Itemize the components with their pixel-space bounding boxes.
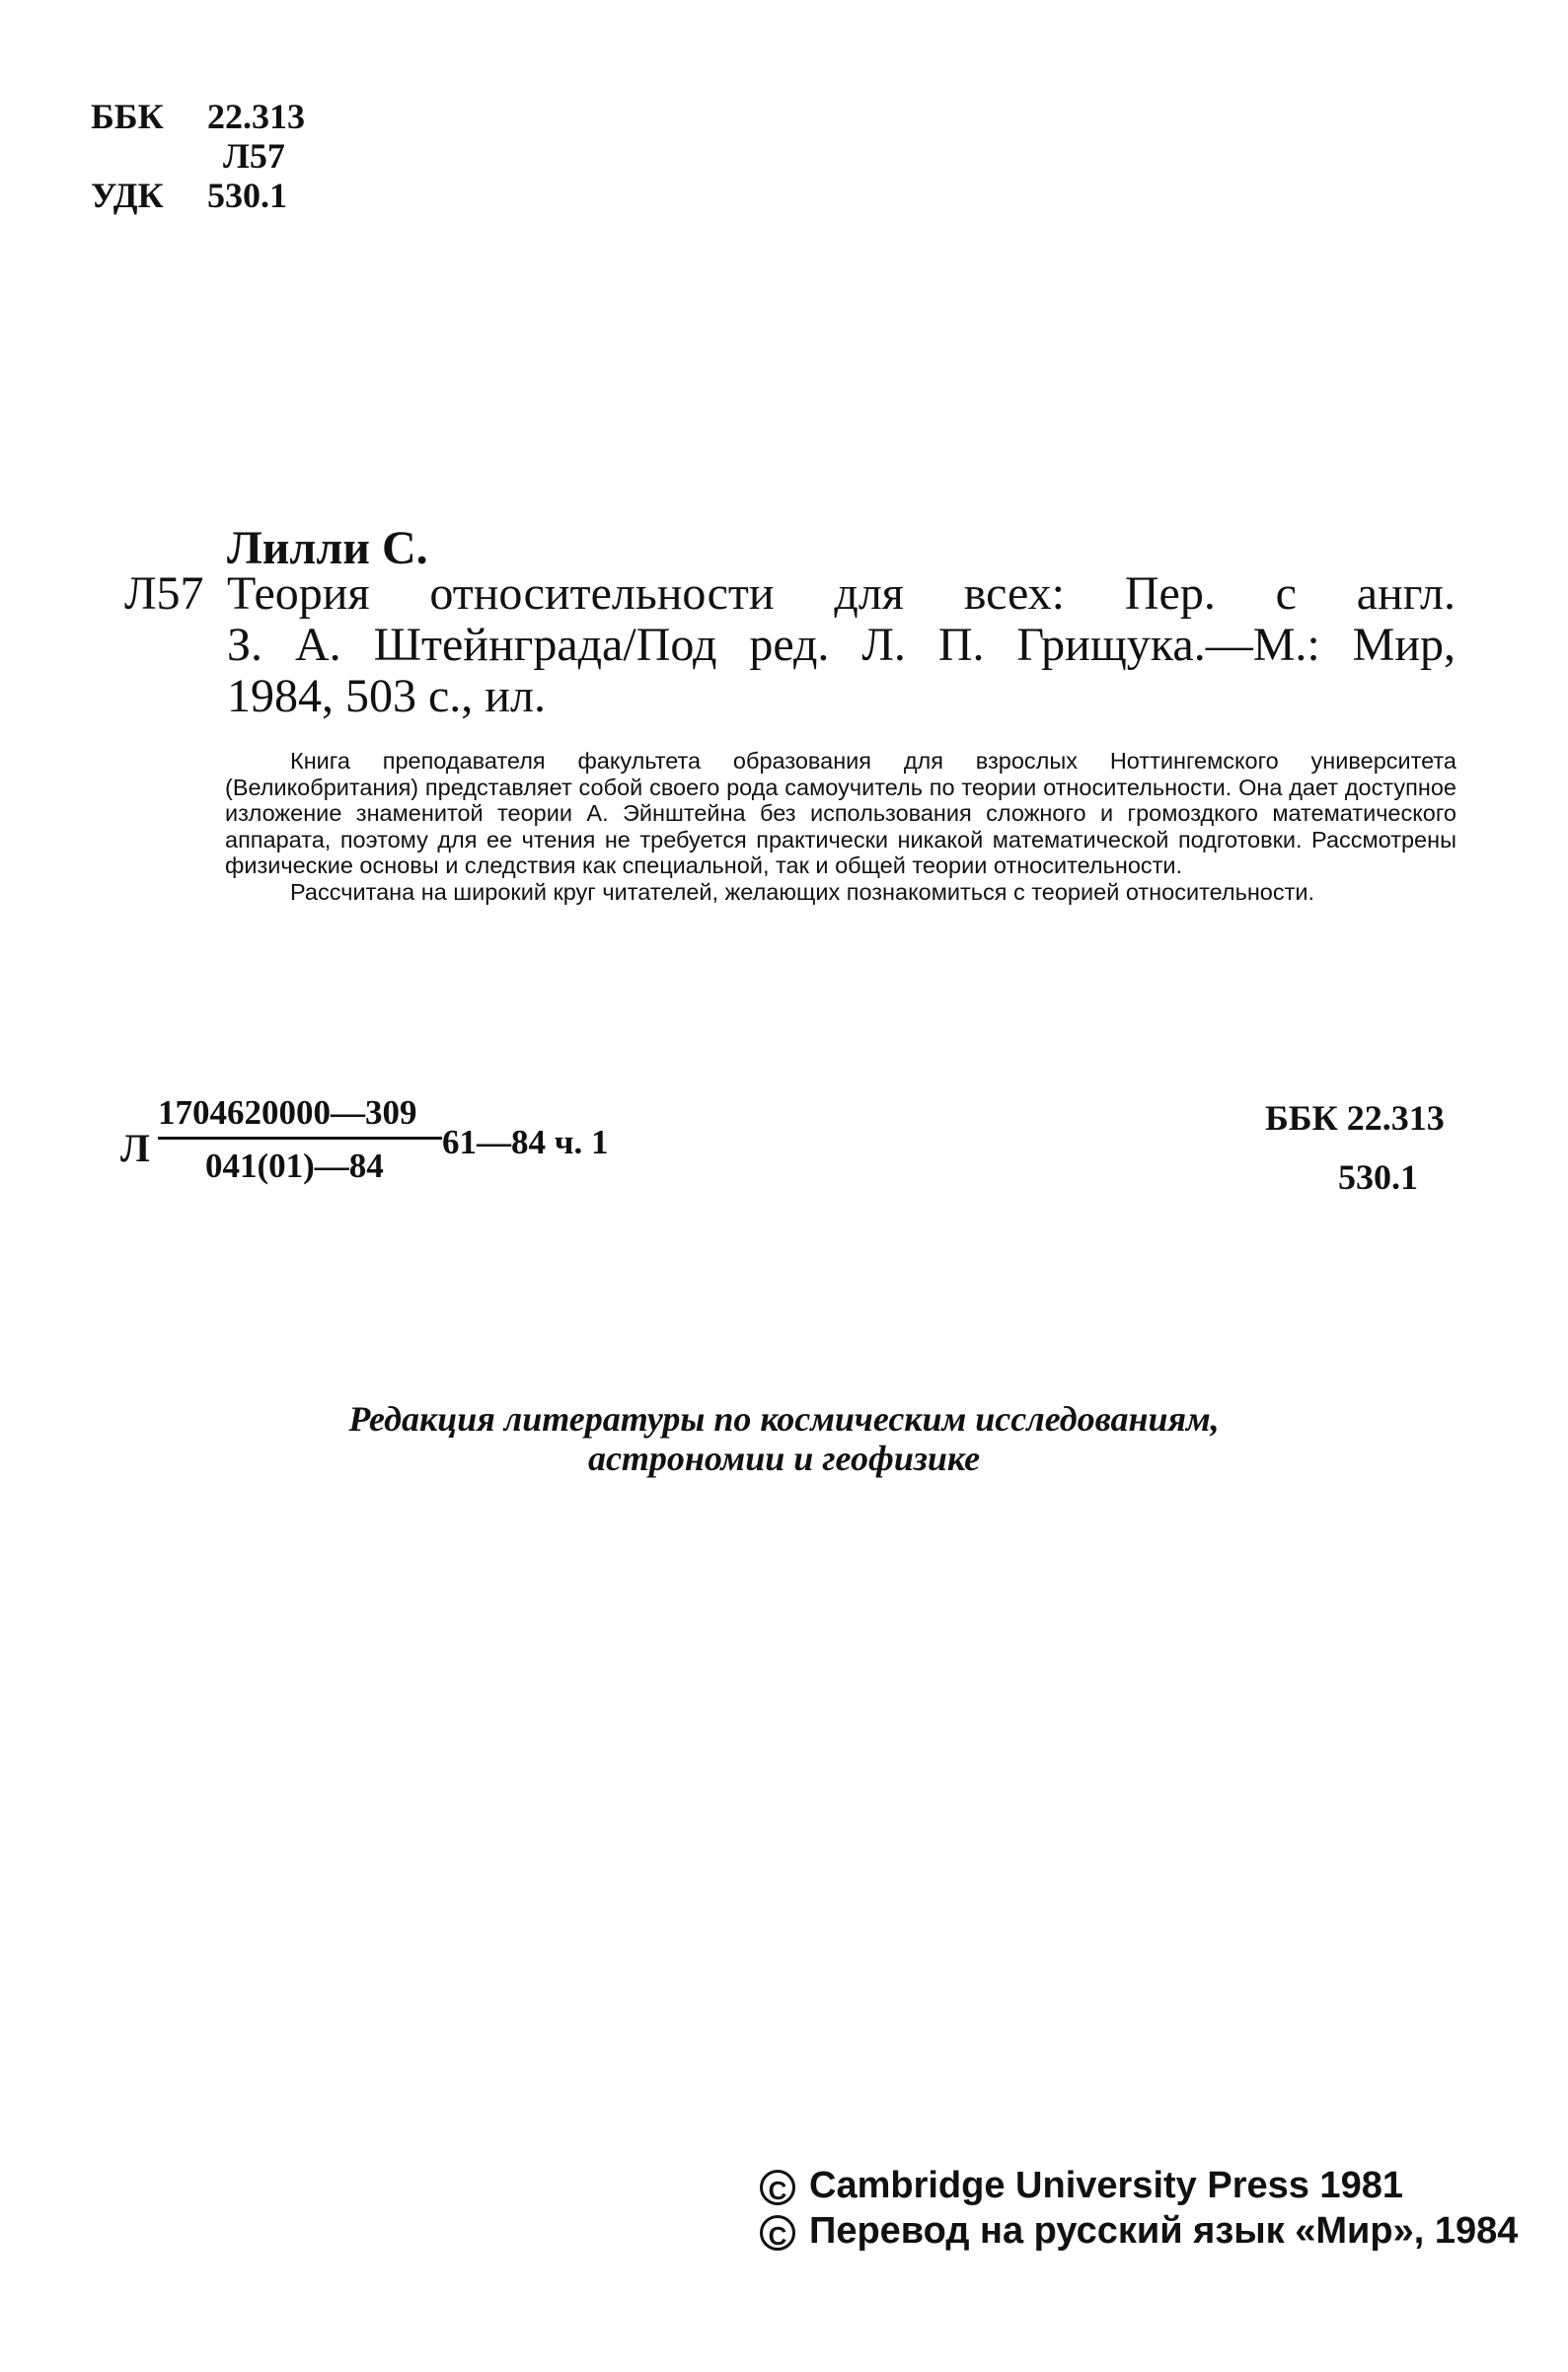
bbk-classification [91, 97, 305, 136]
editorial-line-1: Редакция литературы по космическим исследованиям, [348, 1399, 1220, 1439]
title-line-3: 1984, 503 с., ил. [227, 670, 546, 722]
copyright-row [760, 2208, 1518, 2254]
copyright-row [760, 2163, 1518, 2208]
author-name: Лилли С. [227, 522, 428, 574]
publishing-code-denominator: 041(01)—84 [205, 1147, 384, 1185]
udk-classification [91, 176, 287, 215]
annotation [225, 748, 1456, 905]
copyright-block [760, 2163, 1518, 2254]
bbk-right-2: 530.1 [1338, 1157, 1418, 1197]
title-line-2: З. А. Штейнграда/Под ред. Л. П. Грищука.—М.: Мир, [227, 619, 1456, 671]
publishing-code-numerator: 1704620000—309 [158, 1093, 417, 1132]
fraction-line [158, 1137, 442, 1140]
bbk-right: ББК 22.313 [1265, 1098, 1445, 1138]
copyright-line-1: Cambridge University Press 1981 [809, 2165, 1403, 2206]
bbk-value: 22.313 [207, 97, 305, 136]
title-line-1: Теория относительности для всех: Пер. с англ. [227, 567, 1456, 620]
bbk-label: ББК [91, 97, 164, 136]
entry-index: Л57 [124, 567, 204, 620]
udk-value: 530.1 [207, 176, 287, 215]
copyright-line-2: Перевод на русский язык «Мир», 1984 [809, 2210, 1519, 2252]
publishing-code-letter: Л [120, 1126, 150, 1170]
editorial-line-2: астрономии и геофизике [587, 1439, 981, 1478]
copyright-icon: C [760, 2170, 795, 2205]
copyright-icon: C [760, 2215, 795, 2251]
publishing-code-tail: 61—84 ч. 1 [442, 1123, 609, 1161]
udk-label: УДК [91, 176, 164, 215]
annotation-paragraph: Рассчитана на широкий круг читателей, желающих познакомиться с теорией относительности. [290, 878, 1315, 905]
annotation-paragraph: Книга преподавателя факультета образования для взрослых Ноттингемского университета (Великобритания) представляет собой своего рода самоучитель по теории относительности. Она дает доступное изложение знаменитой теории А. Эйнштейна без использования сложного и громоздкого математического аппарата, поэтому для ее чтения не требуется практически никакой математической подготовки. Рассмотрены физические основы и следствия как специальной, так и общей теории относительности. [225, 748, 1456, 878]
editorial-note [197, 1399, 1371, 1478]
author-code: Л57 [223, 136, 285, 176]
